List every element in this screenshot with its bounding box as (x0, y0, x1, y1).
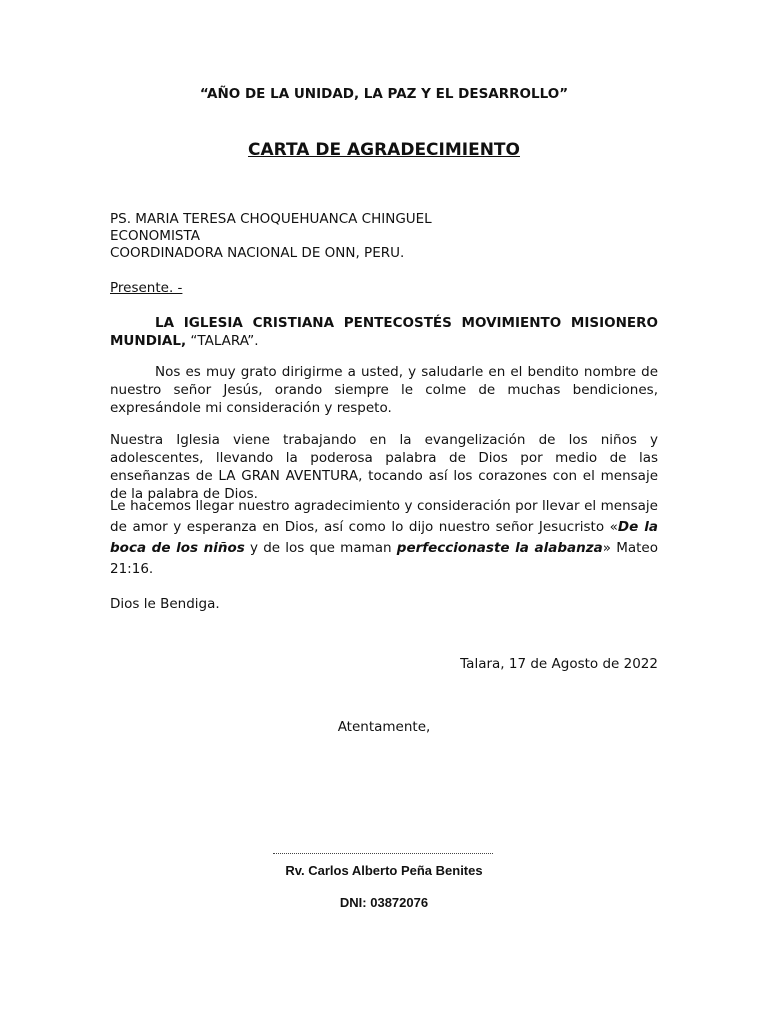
signature-line (273, 853, 493, 854)
paragraph-4-part-c: » Mateo 21:16. (110, 540, 658, 577)
letter-title-text: CARTA DE AGRADECIMIENTO (248, 140, 520, 160)
paragraph-3: Nuestra Iglesia viene trabajando en la evangelización de los niños y adolescentes, llevando la poderosa palabra de Dios por medio de las enseñanzas de LA GRAN AVENTURA, tocando así los corazones con el mensaje de la palabra de Dios. (110, 432, 658, 502)
signer-name: Rv. Carlos Alberto Peña Benites (285, 863, 483, 878)
letter-date: Talara, 17 de Agosto de 2022 (460, 656, 658, 672)
letter-title (0, 140, 768, 160)
signer-dni: DNI: 03872076 (339, 895, 429, 910)
church-name: LA IGLESIA CRISTIANA PENTECOSTÉS MOVIMIENTO MISIONERO MUNDIAL, (110, 315, 658, 349)
paragraph-1 (110, 314, 658, 350)
quote-part-2: perfeccionaste la alabanza (396, 540, 603, 556)
church-city: “TALARA”. (186, 333, 259, 349)
paragraph-4 (110, 496, 658, 580)
sign-off: Atentamente, (337, 719, 431, 735)
salutation: Presente. - (110, 280, 183, 296)
closing-blessing: Dios le Bendiga. (110, 596, 220, 612)
paragraph-2: Nos es muy grato dirigirme a usted, y saludarle en el bendito nombre de nuestro señor Jesús, orando siempre le colme de muchas bendiciones, expresándole mi consideración y respeto. (110, 364, 658, 416)
paragraph-4-part-a: Le hacemos llegar nuestro agradecimiento y consideración por llevar el mensaje de amor y esperanza en Dios, así como lo dijo nuestro señor Jesucristo « (110, 498, 658, 535)
recipient-organization: COORDINADORA NACIONAL DE ONN, PERU. (110, 245, 405, 261)
recipient-name: PS. MARIA TERESA CHOQUEHUANCA CHINGUEL (110, 211, 432, 227)
quote-part-1: De la boca de los niños (110, 519, 658, 556)
paragraph-4-part-b: y de los que maman (244, 540, 397, 556)
recipient-profession: ECONOMISTA (110, 228, 200, 244)
year-motto: “AÑO DE LA UNIDAD, LA PAZ Y EL DESARROLLO” (199, 86, 569, 102)
